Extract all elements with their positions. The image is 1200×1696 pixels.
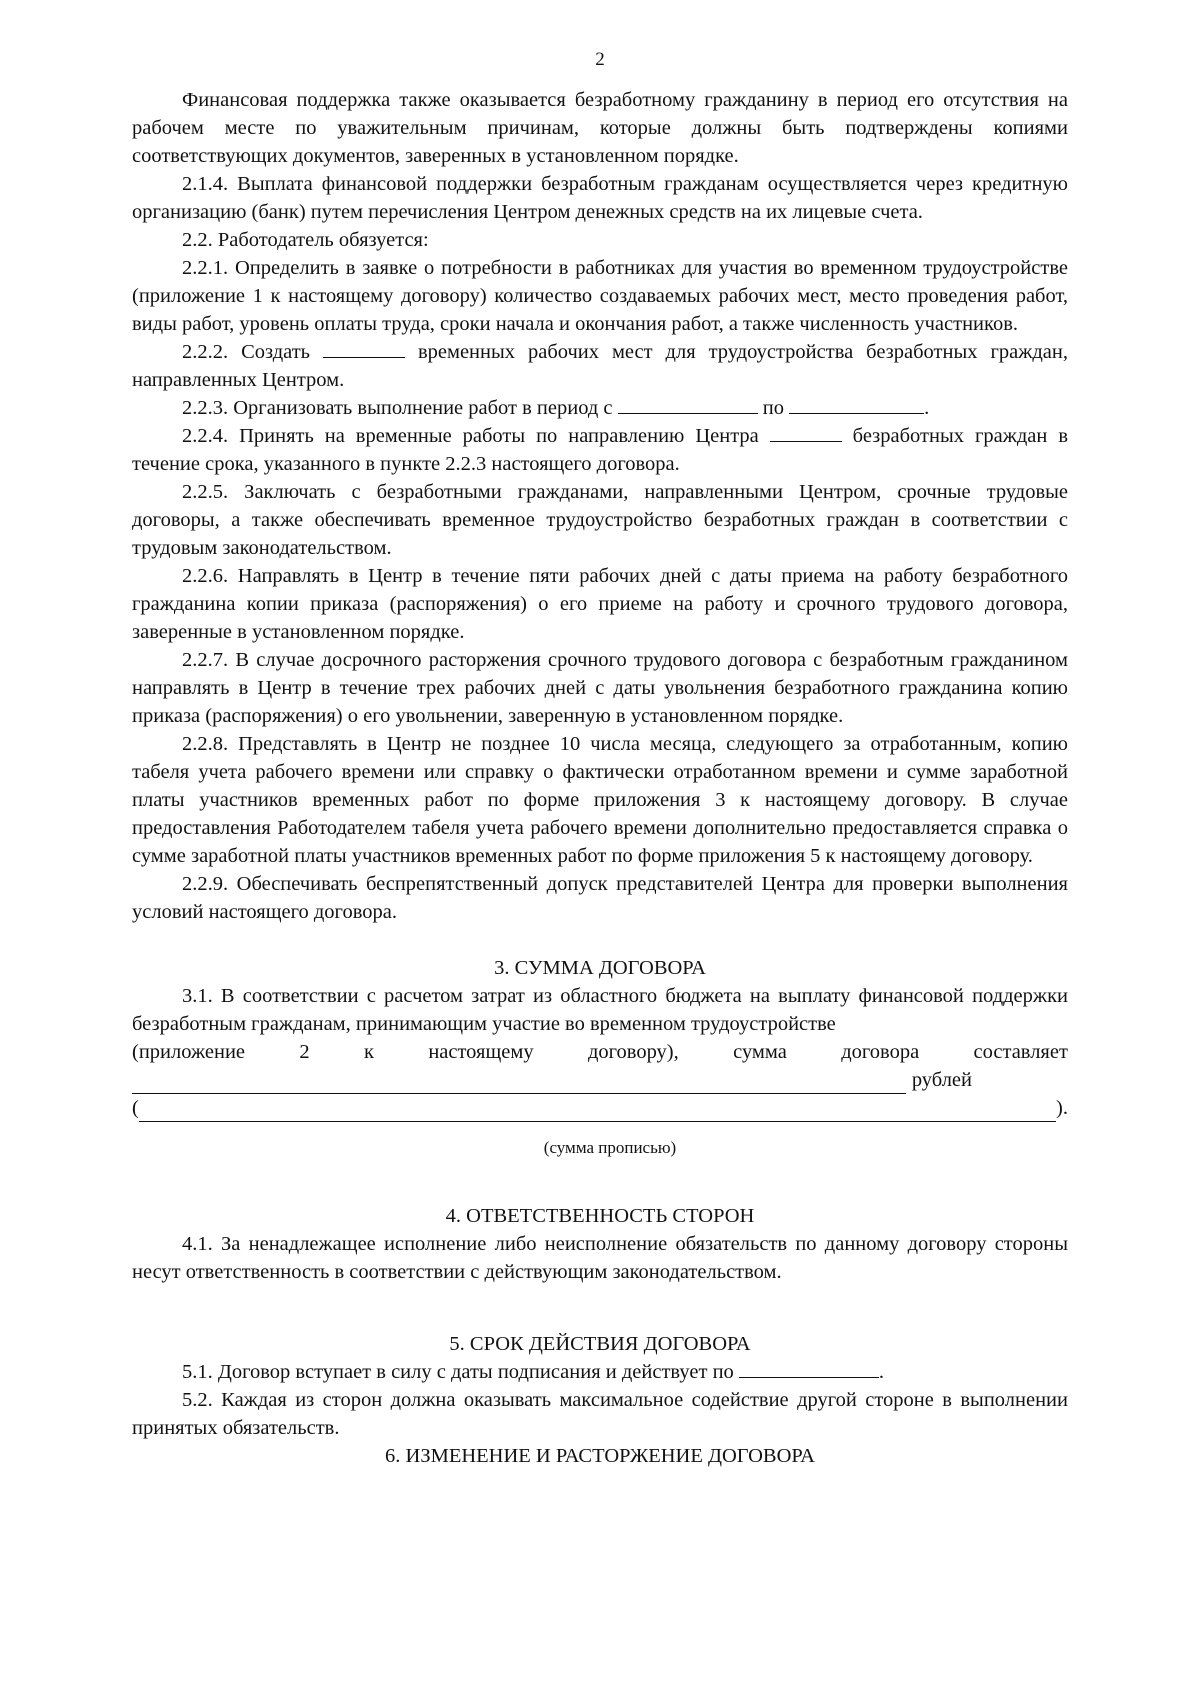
paren-open: ( [132,1097,139,1119]
section-heading-3: 3. СУММА ДОГОВОРА [494,957,706,979]
paragraph-5-2: 5.2. Каждая из сторон должна оказывать максимальное содействие другой стороне в выполнении принятых обязательств. [132,1389,1068,1439]
paragraph-2-2-3-end: . [924,397,930,419]
paragraph-3-1: 3.1. В соответствии с расчетом затрат из областного бюджета на выплату финансовой поддержки безработным гражданам, принимающим участие во временном трудоустройстве [132,985,1068,1035]
paragraph-2-2-3-start: 2.2.3. Организовать выполнение работ в период с [182,397,618,419]
paragraph-5-1 [132,1358,1068,1386]
paragraph-2-2-4-end: безработных граждан в течение срока, указанного в пункте 2.2.3 настоящего договора. [132,425,1068,475]
word-1: (приложение [132,1041,246,1063]
word-3: к [364,1041,374,1063]
paragraph-2-2-8: 2.2.8. Представлять в Центр не позднее 10 числа месяца, следующего за отработанным, копию табеля учета рабочего времени или справку о фактически отработанном времени и сумме заработной платы участников временных работ по форме приложения 3 к настоящему договору. В случае предоставления Работодателем табеля учета рабочего времени дополнительно предоставляется справка о сумме заработной платы участников временных работ по форме приложения 5 к настоящему договору. [132,733,1068,867]
paragraph-2-2: 2.2. Работодатель обязуется: [182,229,429,251]
paren-close: ). [1056,1097,1068,1119]
paragraph-2-2-7: 2.2.7. В случае досрочного расторжения срочного трудового договора с безработным гражданином направлять в Центр в течение трех рабочих дней с даты увольнения безработного гражданина копию приказа (распоряжения) о его увольнении, заверенную в установленном порядке. [132,649,1068,727]
paragraph-2-1-4: 2.1.4. Выплата финансовой поддержки безработным гражданам осуществляется через кредитную организацию (банк) путем перечисления Центром денежных средств на их лицевые счета. [132,173,1068,223]
sum-digits-line [132,1066,1068,1094]
sum-words-line [132,1094,1068,1122]
paragraph-2-2-3-mid: по [757,397,790,419]
paragraph-5-1-start: 5.1. Договор вступает в силу с даты подписания и действует по [182,1361,739,1383]
word-5: договору), [587,1041,679,1063]
paragraph-3-1-last-line [132,1038,1068,1066]
paragraph-2-2-6: 2.2.6. Направлять в Центр в течение пяти рабочих дней с даты приема на работу безработного гражданина копии приказа (распоряжения) о его приеме на работу и срочного трудового договора, заверенные в установленном порядке. [132,565,1068,643]
word-4: настоящему [428,1041,534,1063]
paragraph-2-2-1: 2.2.1. Определить в заявке о потребности в работниках для участия во временном трудоустройстве (приложение 1 к настоящему договору) количество создаваемых рабочих мест, место проведения работ, виды работ, уровень оплаты труда, сроки начала и окончания работ, а также численность участников. [132,257,1068,335]
paragraph-4-1: 4.1. За ненадлежащее исполнение либо неисполнение обязательств по данному договору стороны несут ответственность в соответствии с действующим законодательством. [132,1233,1068,1283]
paragraph-2-2-2-start: 2.2.2. Создать [182,341,323,363]
blank-valid-until [739,1359,879,1378]
blank-sum-words [139,1101,1056,1122]
paragraph-2-2-9: 2.2.9. Обеспечивать беспрепятственный допуск представителей Центра для проверки выполнения условий настоящего договора. [132,873,1068,923]
blank-sum-digits [132,1073,906,1094]
blank-period-from [618,395,758,414]
paragraph-2-2-5: 2.2.5. Заключать с безработными гражданами, направленными Центром, срочные трудовые договоры, а также обеспечивать временное трудоустройство безработных граждан в соответствии с трудовым законодательством. [132,481,1068,559]
word-8: составляет [973,1041,1068,1063]
section-heading-6: 6. ИЗМЕНЕНИЕ И РАСТОРЖЕНИЕ ДОГОВОРА [385,1445,815,1467]
paragraph-2-2-3 [132,394,1068,422]
blank-period-to [789,395,924,414]
paragraph-2-2-2 [132,338,1068,394]
section-heading-5: 5. СРОК ДЕЙСТВИЯ ДОГОВОРА [449,1333,751,1355]
paragraph-5-1-end: . [878,1361,885,1383]
paragraph-2-2-4 [132,422,1068,478]
section-heading-4: 4. ОТВЕТСТВЕННОСТЬ СТОРОН [445,1205,755,1227]
word-6: сумма [733,1041,787,1063]
sum-words-caption: (сумма прописью) [543,1138,677,1157]
paragraph-2-2-2-end: временных рабочих мест для трудоустройства безработных граждан, направленных Центром. [132,341,1068,391]
rubles-label: рублей [911,1069,972,1091]
page-number: 2 [595,49,605,70]
word-7: договора [841,1041,920,1063]
paragraph-2-2-4-start: 2.2.4. Принять на временные работы по направлению Центра [182,425,770,447]
blank-jobs-count [323,339,405,358]
word-2: 2 [299,1041,310,1063]
paragraph-intro: Финансовая поддержка также оказывается безработному гражданину в период его отсутствия на рабочем месте по уважительным причинам, которые должны быть подтверждены копиями соответствующих документов, заверенных в установленном порядке. [132,89,1068,167]
blank-citizens-count [770,423,842,442]
